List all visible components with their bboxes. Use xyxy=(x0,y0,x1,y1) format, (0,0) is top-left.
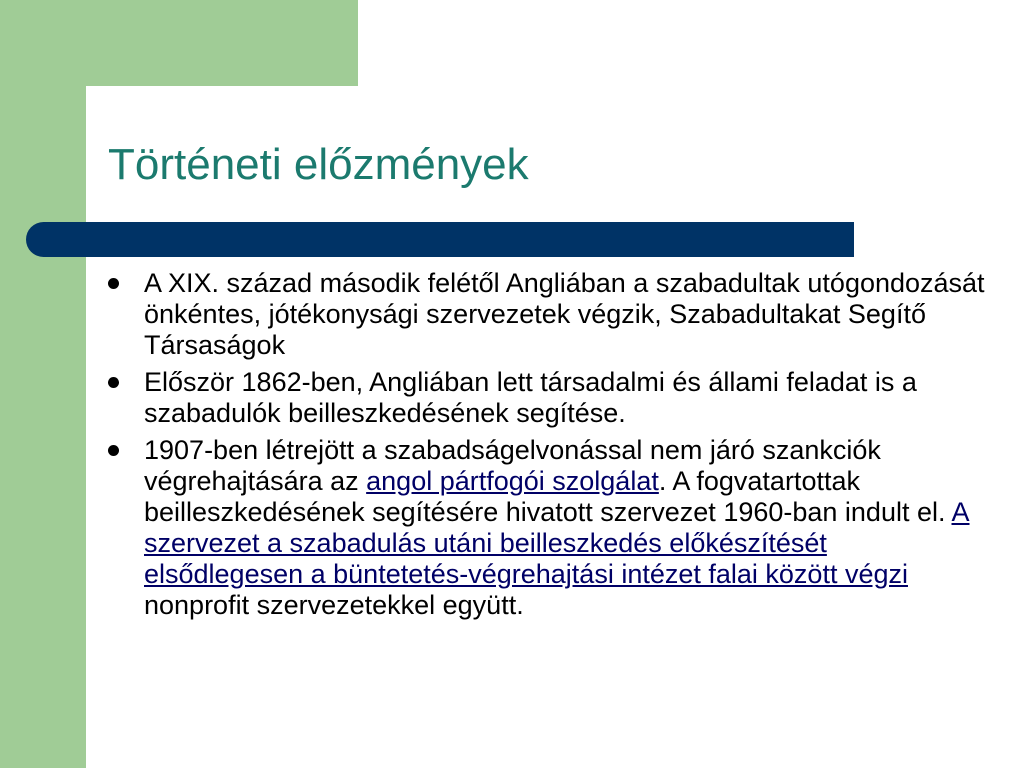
bullet-text-3-before: 1907-ben létrejött a szabadságelvonással nem járó szankciók végrehajtására az xyxy=(144,435,881,496)
link-angol-partfogoi-szolgalat[interactable]: angol pártfogói szolgálat xyxy=(366,466,659,496)
bullet-list xyxy=(108,268,988,627)
bullet-text-3-after: nonprofit szervezetekkel együtt. xyxy=(144,590,524,620)
decorative-green-sidebar xyxy=(0,0,86,768)
bullet-item-2 xyxy=(108,367,988,429)
bullet-item-3 xyxy=(108,435,988,621)
link-szervezet-beilleszkedes[interactable]: A szervezet a szabadulás utáni beilleszkedés előkészítését elsődlegesen a büntetetés-végrehajtási intézet falai között végzi xyxy=(144,497,970,589)
bullet-text-3-middle: . A fogvatartottak beilleszkedésének segítésére hivatott szervezet 1960-ban indult el. xyxy=(144,466,952,527)
bullet-text-2: Először 1862-ben, Angliában lett társadalmi és állami feladat is a szabadulók beilleszkedésének segítése. xyxy=(144,367,917,428)
bullet-text-1: A XIX. század második felétől Angliában a szabadultak utógondozását önkéntes, jótékonysági szervezetek végzik, Szabadultakat Segítő Társaságok xyxy=(144,268,985,360)
bullet-dot-icon xyxy=(108,377,119,388)
decorative-title-bar xyxy=(26,222,854,257)
decorative-green-header-block xyxy=(0,0,358,86)
slide-title: Történeti előzmények xyxy=(108,140,529,189)
bullet-item-1 xyxy=(108,268,988,361)
bullet-dot-icon xyxy=(108,445,119,456)
bullet-dot-icon xyxy=(108,278,119,289)
